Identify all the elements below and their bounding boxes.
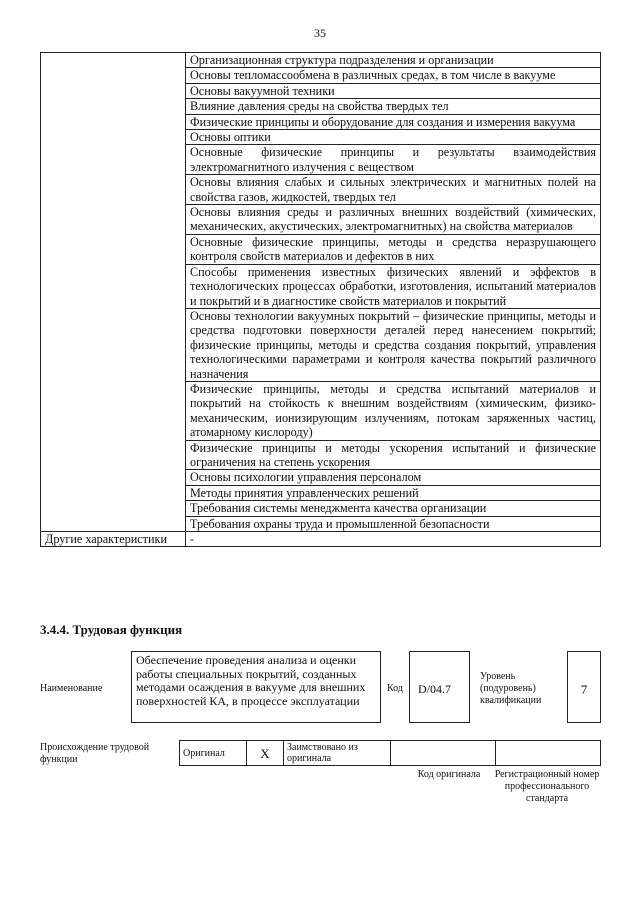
original-cell: Оригинал <box>180 741 247 766</box>
original-mark: X <box>247 741 284 766</box>
required-knowledge-table <box>40 52 601 547</box>
knowledge-item: Требования системы менеджмента качества организации <box>186 501 601 516</box>
function-code-box: D/04.7 <box>409 651 470 723</box>
knowledge-label-cell <box>41 53 186 532</box>
knowledge-item: Организационная структура подразделения и организации <box>186 53 601 68</box>
other-characteristics-row <box>41 532 601 547</box>
origin-label: Происхождение трудовой функции <box>40 742 150 765</box>
registration-number-cell <box>496 741 601 766</box>
other-characteristics-value: - <box>186 532 601 547</box>
knowledge-item: Основы влияния слабых и сильных электрических и магнитных полей на свойства газов, жидкостей, твердых тел <box>186 175 601 205</box>
knowledge-item: Основы тепломассообмена в различных средах, в том числе в вакууме <box>186 68 601 83</box>
knowledge-item: Способы применения известных физических явлений и эффектов в технологических процессах обработки, изготовления, испытаний материалов и покрытий и в диагностике свойств материалов и покрытий <box>186 264 601 308</box>
knowledge-item: Физические принципы, методы и средства испытаний материалов и покрытий на стойкость к внешним воздействиям (химическим, физико-механическим, ионизирующим излучениям, потокам заряженных частиц, атомарному кислороду) <box>186 381 601 440</box>
function-name-box: Обеспечение проведения анализа и оценки работы специальных покрытий, созданных методами осаждения в вакууме для внешних поверхностей КА, в процессе эксплуатации <box>131 651 381 723</box>
knowledge-item: Влияние давления среды на свойства твердых тел <box>186 99 601 114</box>
code-label: Код <box>387 683 403 694</box>
knowledge-item: Основы технологии вакуумных покрытий – физические принципы, методы и средства подготовки поверхности деталей перед нанесением покрытий; физические принципы, методы и средства создания покрытий, управления технологическими параметрами и контроля качества покрытий различного назначения <box>186 308 601 381</box>
knowledge-item: Физические принципы и методы ускорения испытаний и физические ограничения на степень ускорения <box>186 440 601 470</box>
registration-number-caption: Регистрационный номер профессионального стандарта <box>494 769 600 804</box>
qualification-level-box: 7 <box>567 651 601 723</box>
knowledge-row <box>41 53 601 68</box>
page-number: 35 <box>314 26 326 40</box>
knowledge-item: Основы вакуумной техники <box>186 83 601 98</box>
level-label: Уровень (подуровень) квалификации <box>480 671 542 706</box>
knowledge-item: Требования охраны труда и промышленной безопасности <box>186 516 601 531</box>
knowledge-table-body <box>41 53 601 547</box>
knowledge-item: Методы принятия управленческих решений <box>186 485 601 500</box>
original-code-cell <box>391 741 496 766</box>
knowledge-item: Основы оптики <box>186 130 601 145</box>
code-original-caption: Код оригинала <box>417 769 481 780</box>
knowledge-item: Основные физические принципы и результаты взаимодействия электромагнитного излучения с веществом <box>186 145 601 175</box>
knowledge-item: Физические принципы и оборудование для создания и измерения вакуума <box>186 114 601 129</box>
knowledge-item: Основные физические принципы, методы и средства неразрушающего контроля свойств материалов и дефектов в них <box>186 234 601 264</box>
name-label: Наименование <box>40 683 103 694</box>
knowledge-item: Основы психологии управления персоналом <box>186 470 601 485</box>
borrowed-cell: Заимствовано из оригинала <box>284 741 391 766</box>
other-characteristics-label: Другие характеристики <box>41 532 186 547</box>
knowledge-item: Основы влияния среды и различных внешних воздействий (химических, механических, акустических, электромагнитных) на свойства материалов <box>186 205 601 235</box>
origin-table <box>179 740 601 766</box>
section-heading: 3.4.4. Трудовая функция <box>40 622 183 637</box>
